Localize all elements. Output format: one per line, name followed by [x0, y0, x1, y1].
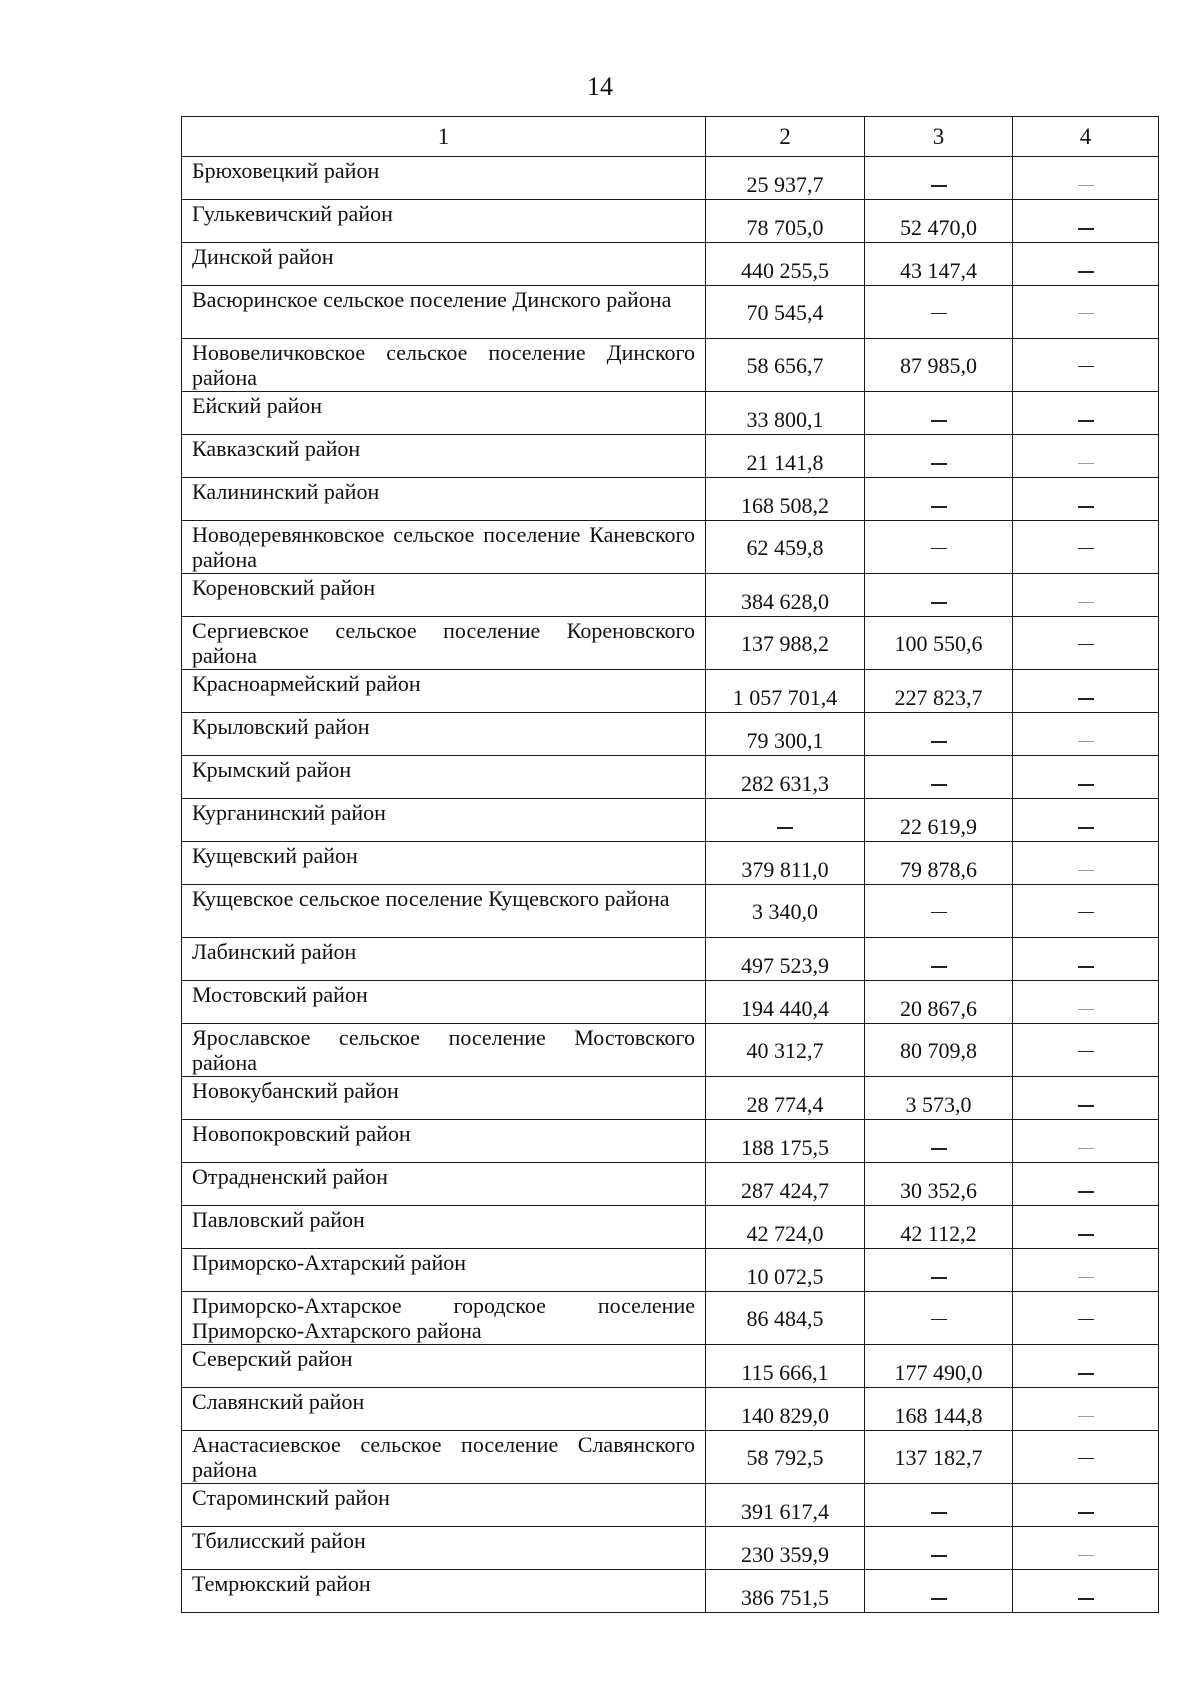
value-cell-col4 — [1013, 713, 1159, 756]
dash-mark — [1078, 784, 1094, 786]
value-cell-col4 — [1013, 1431, 1159, 1484]
value-cell-col3 — [865, 1345, 1013, 1388]
dash-mark — [1078, 366, 1094, 368]
value-cell-col4 — [1013, 286, 1159, 339]
dash-mark — [1078, 548, 1094, 550]
district-name-cell — [182, 1024, 706, 1077]
value: 100 550,6 — [894, 630, 983, 656]
table-row — [182, 1527, 1159, 1570]
value: 20 867,6 — [900, 996, 977, 1021]
value: 78 705,0 — [746, 215, 824, 240]
district-name: Мостовский район — [192, 982, 368, 1007]
district-name: Крыловский район — [192, 714, 370, 739]
district-name: Анастасиевское сельское поселение Славянского района — [192, 1432, 695, 1482]
dash-mark — [1078, 1191, 1094, 1193]
value-cell-col3 — [865, 756, 1013, 799]
district-name: Курганинский район — [192, 800, 386, 825]
value-cell-col3 — [865, 617, 1013, 670]
district-name: Кущевское сельское поселение Кущевского района — [192, 886, 670, 911]
dash-mark — [931, 1277, 947, 1279]
value: 30 352,6 — [900, 1178, 977, 1203]
dash-mark — [1078, 966, 1094, 968]
dash-mark — [1078, 185, 1094, 186]
district-name: Красноармейский район — [192, 671, 421, 696]
value-cell-col4 — [1013, 756, 1159, 799]
table-row — [182, 243, 1159, 286]
value-cell-col3 — [865, 286, 1013, 339]
district-name: Гулькевичский район — [192, 201, 393, 226]
table-row — [182, 157, 1159, 200]
value: 58 656,7 — [746, 352, 824, 378]
dash-mark — [1078, 1416, 1094, 1417]
value-cell-col4 — [1013, 243, 1159, 286]
dash-mark — [1078, 698, 1094, 700]
district-name: Васюринское сельское поселение Динского района — [192, 287, 672, 312]
dash-mark — [1078, 420, 1094, 422]
value-cell-col2 — [706, 1345, 865, 1388]
district-name: Темрюкский район — [192, 1571, 371, 1596]
dash-mark — [931, 185, 947, 187]
value-cell-col4 — [1013, 1206, 1159, 1249]
value-cell-col2 — [706, 670, 865, 713]
district-name-cell — [182, 756, 706, 799]
dash-mark — [1078, 1009, 1094, 1010]
value-cell-col3 — [865, 478, 1013, 521]
value-cell-col3 — [865, 1484, 1013, 1527]
value-cell-col4 — [1013, 1292, 1159, 1345]
value-cell-col4 — [1013, 981, 1159, 1024]
district-name: Тбилисский район — [192, 1528, 366, 1553]
district-name-cell — [182, 1206, 706, 1249]
dash-mark — [1078, 912, 1094, 914]
value-cell-col2 — [706, 1527, 865, 1570]
value-cell-col3 — [865, 938, 1013, 981]
dash-mark — [931, 784, 947, 786]
district-name: Приморско-Ахтарское городское поселение Приморско-Ахтарского района — [192, 1293, 695, 1343]
value-cell-col3 — [865, 435, 1013, 478]
district-name: Брюховецкий район — [192, 158, 380, 183]
value: 227 823,7 — [894, 685, 983, 710]
dash-mark — [1078, 463, 1094, 464]
table-row — [182, 339, 1159, 392]
value: 43 147,4 — [900, 258, 977, 283]
value: 22 619,9 — [900, 814, 977, 839]
value-cell-col3 — [865, 1292, 1013, 1345]
value: 86 484,5 — [746, 1305, 824, 1331]
district-name: Староминский район — [192, 1485, 390, 1510]
table-row — [182, 885, 1159, 938]
value-cell-col4 — [1013, 885, 1159, 938]
value-cell-col2 — [706, 243, 865, 286]
dash-mark — [931, 420, 947, 422]
value-cell-col3 — [865, 1206, 1013, 1249]
value-cell-col4 — [1013, 842, 1159, 885]
district-name-cell — [182, 157, 706, 200]
value-cell-col2 — [706, 286, 865, 339]
dash-mark — [1078, 1277, 1094, 1278]
table-row — [182, 617, 1159, 670]
district-name-cell — [182, 938, 706, 981]
dash-mark — [931, 966, 947, 968]
value-cell-col2 — [706, 1292, 865, 1345]
value-cell-col2 — [706, 521, 865, 574]
value-cell-col2 — [706, 1024, 865, 1077]
value: 3 573,0 — [905, 1092, 972, 1117]
value: 137 988,2 — [741, 630, 829, 656]
value-cell-col2 — [706, 1120, 865, 1163]
value-cell-col2 — [706, 938, 865, 981]
value-cell-col3 — [865, 157, 1013, 200]
value-cell-col3 — [865, 1570, 1013, 1613]
value-cell-col2 — [706, 756, 865, 799]
table-row — [182, 981, 1159, 1024]
value: 386 751,5 — [741, 1585, 829, 1610]
value: 42 724,0 — [746, 1221, 824, 1246]
value-cell-col3 — [865, 1024, 1013, 1077]
district-name-cell — [182, 574, 706, 617]
value: 58 792,5 — [746, 1444, 824, 1470]
district-name-cell — [182, 286, 706, 339]
district-name-cell — [182, 392, 706, 435]
value-cell-col2 — [706, 713, 865, 756]
value: 87 985,0 — [900, 352, 977, 378]
value-cell-col3 — [865, 574, 1013, 617]
value-cell-col4 — [1013, 938, 1159, 981]
value-cell-col2 — [706, 1388, 865, 1431]
allocation-table — [181, 116, 1159, 1613]
value: 79 300,1 — [746, 728, 824, 753]
value-cell-col2 — [706, 842, 865, 885]
value-cell-col4 — [1013, 670, 1159, 713]
value-cell-col4 — [1013, 1484, 1159, 1527]
dash-mark — [1078, 1234, 1094, 1236]
table-row — [182, 1388, 1159, 1431]
district-name-cell — [182, 1345, 706, 1388]
table-row — [182, 1163, 1159, 1206]
district-name: Крымский район — [192, 757, 352, 782]
district-name: Кущевский район — [192, 843, 358, 868]
value-cell-col4 — [1013, 1249, 1159, 1292]
district-name: Калининский район — [192, 479, 380, 504]
value: 177 490,0 — [894, 1360, 983, 1385]
district-name: Кореновский район — [192, 575, 376, 600]
value-cell-col2 — [706, 1249, 865, 1292]
table-row — [182, 200, 1159, 243]
value-cell-col4 — [1013, 1388, 1159, 1431]
column-header: 1 — [182, 117, 706, 157]
district-name-cell — [182, 243, 706, 286]
value-cell-col4 — [1013, 478, 1159, 521]
value-cell-col3 — [865, 243, 1013, 286]
value-cell-col3 — [865, 1388, 1013, 1431]
dash-mark — [1078, 644, 1094, 646]
district-name-cell — [182, 200, 706, 243]
value-cell-col4 — [1013, 1077, 1159, 1120]
value: 28 774,4 — [746, 1092, 824, 1117]
district-name: Славянский район — [192, 1389, 365, 1414]
value: 391 617,4 — [741, 1499, 829, 1524]
district-name-cell — [182, 981, 706, 1024]
district-name-cell — [182, 842, 706, 885]
table-row — [182, 1249, 1159, 1292]
value-cell-col2 — [706, 1484, 865, 1527]
value-cell-col2 — [706, 339, 865, 392]
district-name-cell — [182, 617, 706, 670]
district-name-cell — [182, 1431, 706, 1484]
dash-mark — [931, 912, 947, 914]
value-cell-col3 — [865, 713, 1013, 756]
district-name-cell — [182, 1484, 706, 1527]
value-cell-col4 — [1013, 1120, 1159, 1163]
district-name-cell — [182, 1077, 706, 1120]
dash-mark — [931, 548, 947, 550]
value: 70 545,4 — [746, 299, 824, 325]
value-cell-col2 — [706, 392, 865, 435]
dash-mark — [1078, 870, 1094, 871]
dash-mark — [1078, 1555, 1094, 1556]
value-cell-col4 — [1013, 1345, 1159, 1388]
value-cell-col4 — [1013, 1024, 1159, 1077]
value-cell-col3 — [865, 799, 1013, 842]
dash-mark — [1078, 1458, 1094, 1460]
dash-mark — [1078, 827, 1094, 829]
column-header: 2 — [706, 117, 865, 157]
district-name: Новодеревянковское сельское поселение Каневского района — [192, 522, 695, 572]
district-name-cell — [182, 478, 706, 521]
table-row — [182, 670, 1159, 713]
table-row — [182, 435, 1159, 478]
district-name: Сергиевское сельское поселение Кореновского района — [192, 618, 695, 668]
dash-mark — [1078, 741, 1094, 742]
value-cell-col4 — [1013, 521, 1159, 574]
value-cell-col2 — [706, 1077, 865, 1120]
value-cell-col3 — [865, 1431, 1013, 1484]
value-cell-col4 — [1013, 200, 1159, 243]
value-cell-col3 — [865, 670, 1013, 713]
dash-mark — [931, 602, 947, 604]
value: 188 175,5 — [741, 1135, 829, 1160]
table-row — [182, 938, 1159, 981]
value: 168 508,2 — [741, 493, 829, 518]
value-cell-col4 — [1013, 1527, 1159, 1570]
value-cell-col3 — [865, 1527, 1013, 1570]
table-row — [182, 392, 1159, 435]
value-cell-col3 — [865, 1163, 1013, 1206]
district-name-cell — [182, 521, 706, 574]
value-cell-col2 — [706, 885, 865, 938]
district-name-cell — [182, 1527, 706, 1570]
district-name: Динской район — [192, 244, 334, 269]
district-name: Новокубанский район — [192, 1078, 399, 1103]
value-cell-col4 — [1013, 157, 1159, 200]
table-row — [182, 1345, 1159, 1388]
dash-mark — [1078, 313, 1094, 314]
table-row — [182, 1206, 1159, 1249]
dash-mark — [931, 1512, 947, 1514]
value: 33 800,1 — [746, 407, 824, 432]
table-row — [182, 799, 1159, 842]
dash-mark — [1078, 271, 1094, 273]
value: 140 829,0 — [741, 1403, 829, 1428]
value: 168 144,8 — [894, 1403, 983, 1428]
district-name-cell — [182, 435, 706, 478]
value-cell-col2 — [706, 574, 865, 617]
value: 40 312,7 — [746, 1037, 824, 1063]
value: 10 072,5 — [746, 1264, 824, 1289]
value-cell-col4 — [1013, 1163, 1159, 1206]
value: 230 359,9 — [741, 1542, 829, 1567]
table-row — [182, 521, 1159, 574]
table-row — [182, 574, 1159, 617]
value-cell-col2 — [706, 1163, 865, 1206]
dash-mark — [1078, 1598, 1094, 1600]
table-row — [182, 1484, 1159, 1527]
header-row — [182, 117, 1159, 157]
dash-mark — [1078, 1148, 1094, 1149]
value-cell-col2 — [706, 981, 865, 1024]
district-name: Отрадненский район — [192, 1164, 388, 1189]
district-name-cell — [182, 1570, 706, 1613]
value-cell-col2 — [706, 157, 865, 200]
page-number: 14 — [587, 72, 613, 101]
value: 137 182,7 — [894, 1444, 983, 1470]
table-row — [182, 1292, 1159, 1345]
district-name-cell — [182, 1163, 706, 1206]
dash-mark — [1078, 1051, 1094, 1053]
district-name-cell — [182, 799, 706, 842]
district-name: Павловский район — [192, 1207, 365, 1232]
dash-mark — [931, 506, 947, 508]
value-cell-col4 — [1013, 1570, 1159, 1613]
dash-mark — [1078, 506, 1094, 508]
table-row — [182, 1570, 1159, 1613]
value-cell-col3 — [865, 339, 1013, 392]
dash-mark — [931, 1319, 947, 1321]
value-cell-col4 — [1013, 435, 1159, 478]
value: 79 878,6 — [900, 857, 977, 882]
value-cell-col2 — [706, 478, 865, 521]
district-name: Новопокровский район — [192, 1121, 411, 1146]
value: 287 424,7 — [741, 1178, 829, 1203]
value-cell-col2 — [706, 200, 865, 243]
value-cell-col2 — [706, 1570, 865, 1613]
value-cell-col3 — [865, 1077, 1013, 1120]
value-cell-col4 — [1013, 339, 1159, 392]
value-cell-col3 — [865, 1120, 1013, 1163]
table-row — [182, 286, 1159, 339]
table-row — [182, 842, 1159, 885]
value: 1 057 701,4 — [732, 685, 838, 710]
value: 25 937,7 — [746, 172, 824, 197]
value: 379 811,0 — [741, 857, 829, 882]
table-row — [182, 756, 1159, 799]
column-header: 3 — [865, 117, 1013, 157]
value: 21 141,8 — [746, 450, 824, 475]
dash-mark — [777, 827, 793, 829]
value: 282 631,3 — [741, 771, 829, 796]
district-name-cell — [182, 1292, 706, 1345]
value-cell-col4 — [1013, 617, 1159, 670]
value-cell-col3 — [865, 521, 1013, 574]
value-cell-col3 — [865, 842, 1013, 885]
table-row — [182, 713, 1159, 756]
value-cell-col2 — [706, 617, 865, 670]
dash-mark — [1078, 1105, 1094, 1107]
district-name-cell — [182, 1120, 706, 1163]
district-name: Ейский район — [192, 393, 323, 418]
table-row — [182, 1120, 1159, 1163]
district-name: Кавказский район — [192, 436, 361, 461]
value: 62 459,8 — [746, 534, 824, 560]
dash-mark — [931, 1148, 947, 1150]
value: 497 523,9 — [741, 953, 829, 978]
value-cell-col2 — [706, 799, 865, 842]
table-row — [182, 1431, 1159, 1484]
column-header: 4 — [1013, 117, 1159, 157]
dash-mark — [1078, 1512, 1094, 1514]
dash-mark — [1078, 1373, 1094, 1375]
value: 440 255,5 — [741, 258, 829, 283]
table-row — [182, 1077, 1159, 1120]
district-name-cell — [182, 713, 706, 756]
value-cell-col3 — [865, 392, 1013, 435]
district-name-cell — [182, 339, 706, 392]
value: 80 709,8 — [900, 1037, 977, 1063]
district-name: Приморско-Ахтарский район — [192, 1250, 467, 1275]
value-cell-col4 — [1013, 392, 1159, 435]
district-name: Нововеличковское сельское поселение Динского района — [192, 340, 695, 390]
district-name-cell — [182, 885, 706, 938]
value: 42 112,2 — [900, 1221, 977, 1246]
table-row — [182, 478, 1159, 521]
value-cell-col3 — [865, 981, 1013, 1024]
district-name-cell — [182, 1388, 706, 1431]
value-cell-col3 — [865, 885, 1013, 938]
value-cell-col3 — [865, 1249, 1013, 1292]
value-cell-col4 — [1013, 574, 1159, 617]
dash-mark — [1078, 1319, 1094, 1321]
district-name-cell — [182, 670, 706, 713]
table-row — [182, 1024, 1159, 1077]
value: 384 628,0 — [741, 589, 829, 614]
value-cell-col3 — [865, 200, 1013, 243]
dash-mark — [931, 741, 947, 743]
value-cell-col2 — [706, 1206, 865, 1249]
dash-mark — [1078, 228, 1094, 230]
dash-mark — [1078, 602, 1094, 603]
district-name-cell — [182, 1249, 706, 1292]
dash-mark — [931, 313, 947, 315]
dash-mark — [931, 1555, 947, 1557]
value: 3 340,0 — [752, 898, 818, 924]
dash-mark — [931, 463, 947, 465]
district-name: Ярославское сельское поселение Мостовского района — [192, 1025, 695, 1075]
value: 194 440,4 — [741, 996, 829, 1021]
district-name: Северский район — [192, 1346, 353, 1371]
value: 52 470,0 — [900, 215, 977, 240]
dash-mark — [931, 1598, 947, 1600]
value-cell-col2 — [706, 1431, 865, 1484]
value: 115 666,1 — [741, 1360, 829, 1385]
district-name: Лабинский район — [192, 939, 357, 964]
value-cell-col2 — [706, 435, 865, 478]
value-cell-col4 — [1013, 799, 1159, 842]
